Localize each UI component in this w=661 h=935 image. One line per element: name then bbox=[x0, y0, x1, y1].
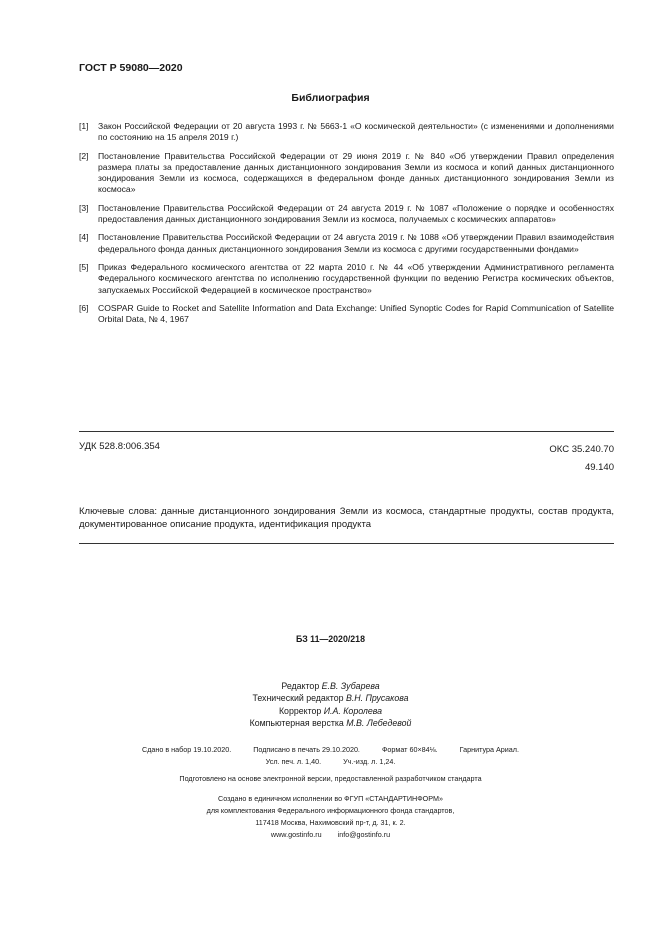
email-link[interactable]: info@gostinfo.ru bbox=[337, 830, 391, 839]
bibliography-item-text: Закон Российской Федерации от 20 августа 1993 г. № 5663-1 «О космической деятельности» (с изменениями и дополнениями по состоянию на 15 апреля 2019 г.) bbox=[98, 121, 614, 143]
bibliography-item-number: [3] bbox=[79, 202, 89, 213]
staff-role: Редактор bbox=[281, 681, 320, 691]
print-detail: Подписано в печать 29.10.2020. bbox=[253, 745, 360, 754]
website-link[interactable]: www.gostinfo.ru bbox=[270, 830, 322, 839]
print-details-row-1 bbox=[0, 745, 661, 754]
bibliography-item bbox=[79, 232, 614, 255]
staff-line bbox=[0, 717, 661, 729]
publisher-line: Создано в единичном исполнении во ФГУП «СТАНДАРТИНФОРМ» bbox=[218, 794, 443, 803]
print-detail: Формат 60×84⅛. bbox=[381, 745, 438, 754]
print-detail: Гарнитура Ариал. bbox=[459, 745, 519, 754]
keywords: Ключевые слова: данные дистанционного зондирования Земли из космоса, стандартные продукты, состав продукта, документированное описание продукта, идентификация продукта bbox=[79, 506, 614, 530]
publisher-line: для комплектования Федерального информационного фонда стандартов, bbox=[206, 806, 455, 815]
print-detail: Усл. печ. л. 1,40. bbox=[265, 757, 322, 766]
staff-name: В.Н. Прусакова bbox=[345, 693, 409, 704]
staff-name: И.А. Королева bbox=[323, 705, 383, 716]
divider-bottom bbox=[79, 543, 614, 544]
staff-name: М.В. Лебедевой bbox=[346, 718, 412, 729]
bibliography-item bbox=[79, 303, 614, 326]
bibliography-item bbox=[79, 203, 614, 226]
bibliography-item-text: COSPAR Guide to Rocket and Satellite Information and Data Exchange: Unified Synoptic Codes for Rapid Communication of Satellite Orbital Data, № 4, 1967 bbox=[98, 302, 614, 325]
staff-role: Компьютерная верстка bbox=[249, 718, 344, 729]
bibliography-item-number: [2] bbox=[79, 150, 89, 161]
bibliography-item-text: Постановление Правительства Российской Федерации от 24 августа 2019 г. № 1088 «Об утверждении Правил взаимодействия федерального фонда данных дистанционного зондирования Земли из космоса с другими государственными фондами» bbox=[98, 232, 614, 254]
bibliography-item-number: [6] bbox=[79, 302, 89, 313]
bibliography-item bbox=[79, 121, 614, 144]
publisher-address: 117418 Москва, Нахимовский пр-т, д. 31, к. 2. bbox=[255, 818, 406, 827]
bibliography-item-text: Постановление Правительства Российской Федерации от 29 июня 2019 г. № 840 «Об утверждении Правил определения размера платы за предоставление данных дистанционного зондирования Земли из космоса и копий данных дистанционного зондирования Земли из космоса, содержащихся в федеральном фонде данных дистанционного зондирования Земли из космоса» bbox=[98, 150, 614, 195]
bibliography-item bbox=[79, 151, 614, 196]
staff-line bbox=[0, 680, 661, 692]
print-detail: Сдано в набор 19.10.2020. bbox=[142, 745, 232, 754]
staff-role: Корректор bbox=[278, 705, 322, 716]
bibliography-item-text: Постановление Правительства Российской Федерации от 24 августа 2019 г. № 1087 «Положение о порядке и особенностях предоставления данных дистанционного зондирования Земли из космоса, получаемых с космических аппаратов» bbox=[98, 202, 614, 225]
publisher-contacts bbox=[0, 829, 661, 841]
staff-line bbox=[0, 692, 661, 704]
divider-top bbox=[79, 431, 614, 432]
bibliography-item-number: [1] bbox=[79, 121, 89, 131]
print-details-row-2 bbox=[0, 757, 661, 766]
bibliography-item-number: [4] bbox=[79, 232, 89, 243]
staff-credits bbox=[0, 680, 661, 730]
oks-line-2: 49.140 bbox=[584, 462, 614, 473]
bz-number: БЗ 11—2020/218 bbox=[296, 634, 365, 644]
print-detail: Уч.-изд. л. 1,24. bbox=[343, 757, 396, 766]
bibliography-title: Библиография bbox=[291, 92, 370, 104]
standard-code: ГОСТ Р 59080—2020 bbox=[79, 62, 183, 74]
udk-code: УДК 528.8:006.354 bbox=[79, 441, 160, 452]
bibliography-item-number: [5] bbox=[79, 261, 89, 272]
bibliography-item bbox=[79, 262, 614, 296]
publisher-info bbox=[0, 793, 661, 841]
bibliography-list bbox=[79, 121, 614, 332]
staff-line bbox=[0, 705, 661, 717]
staff-role: Технический редактор bbox=[252, 693, 344, 704]
oks-line-1: ОКС 35.240.70 bbox=[549, 444, 614, 455]
prepared-note: Подготовлено на основе электронной версии, предоставленной разработчиком стандарта bbox=[179, 774, 482, 783]
oks-code bbox=[549, 441, 614, 477]
bibliography-item-text: Приказ Федерального космического агентства от 22 марта 2010 г. № 44 «Об утверждении Административного регламента Федерального космического агентства по исполнению государственной функции по ведению Регистра космических объектов, запускаемых Российской Федерацией в космическое пространство» bbox=[98, 261, 614, 295]
staff-name: Е.В. Зубарева bbox=[321, 681, 380, 691]
